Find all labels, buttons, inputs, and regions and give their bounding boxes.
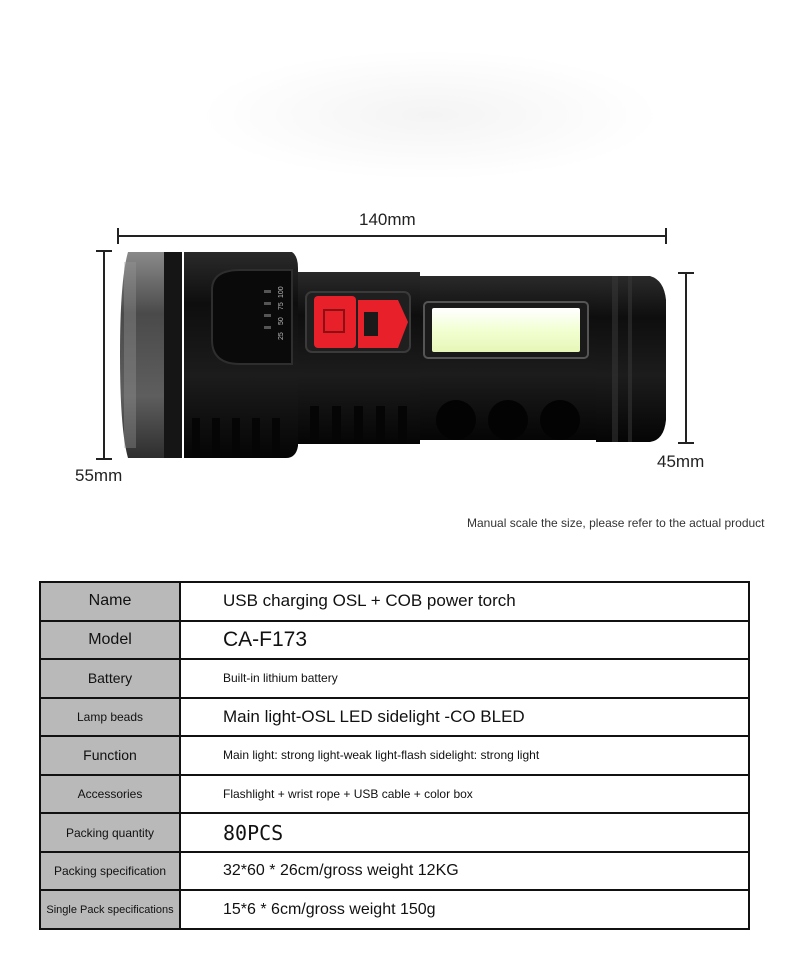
table-row bbox=[40, 582, 749, 621]
row-value: Main light-OSL LED sidelight -CO BLED bbox=[180, 698, 749, 737]
row-label: Accessories bbox=[40, 775, 180, 814]
row-value: CA-F173 bbox=[180, 621, 749, 660]
table-row bbox=[40, 736, 749, 775]
length-label: 140mm bbox=[359, 210, 416, 229]
row-label: Model bbox=[40, 621, 180, 660]
row-label: Packing specification bbox=[40, 852, 180, 891]
spec-table bbox=[39, 581, 750, 930]
row-value: Built-in lithium battery bbox=[180, 659, 749, 698]
row-value: 15*6 * 6cm/gross weight 150g bbox=[180, 890, 749, 929]
table-row bbox=[40, 775, 749, 814]
scale-note: Manual scale the size, please refer to the actual product bbox=[467, 516, 765, 530]
table-row bbox=[40, 890, 749, 929]
row-value: Flashlight + wrist rope + USB cable + color box bbox=[180, 775, 749, 814]
table-row bbox=[40, 621, 749, 660]
usb-port bbox=[364, 312, 378, 336]
power-switch-button bbox=[314, 296, 356, 348]
row-label: Single Pack specifications bbox=[40, 890, 180, 929]
background-glow bbox=[200, 50, 660, 180]
table-row bbox=[40, 698, 749, 737]
row-value: USB charging OSL + COB power torch bbox=[180, 582, 749, 621]
battery-mark-50: 50 bbox=[278, 317, 285, 325]
row-label: Function bbox=[40, 736, 180, 775]
row-label: Name bbox=[40, 582, 180, 621]
table-row bbox=[40, 852, 749, 891]
length-dimension-line bbox=[118, 228, 666, 244]
cob-light-panel bbox=[432, 308, 580, 352]
head-diameter-label: 55mm bbox=[75, 466, 123, 485]
battery-mark-100: 100 bbox=[278, 286, 285, 298]
flashlight bbox=[120, 252, 666, 458]
table-row bbox=[40, 659, 749, 698]
row-value: 80PCS bbox=[180, 813, 749, 852]
tail-diameter-label: 45mm bbox=[657, 452, 705, 471]
row-label: Battery bbox=[40, 659, 180, 698]
battery-mark-25: 25 bbox=[278, 332, 285, 340]
tail-dimension-line bbox=[678, 273, 694, 443]
row-value: Main light: strong light-weak light-flash sidelight: strong light bbox=[180, 736, 749, 775]
row-value: 32*60 * 26cm/gross weight 12KG bbox=[180, 852, 749, 891]
row-label: Packing quantity bbox=[40, 813, 180, 852]
row-label: Lamp beads bbox=[40, 698, 180, 737]
battery-mark-75: 75 bbox=[278, 302, 285, 310]
head-dimension-line bbox=[96, 251, 112, 459]
battery-indicator-panel bbox=[212, 270, 292, 364]
table-row bbox=[40, 813, 749, 852]
